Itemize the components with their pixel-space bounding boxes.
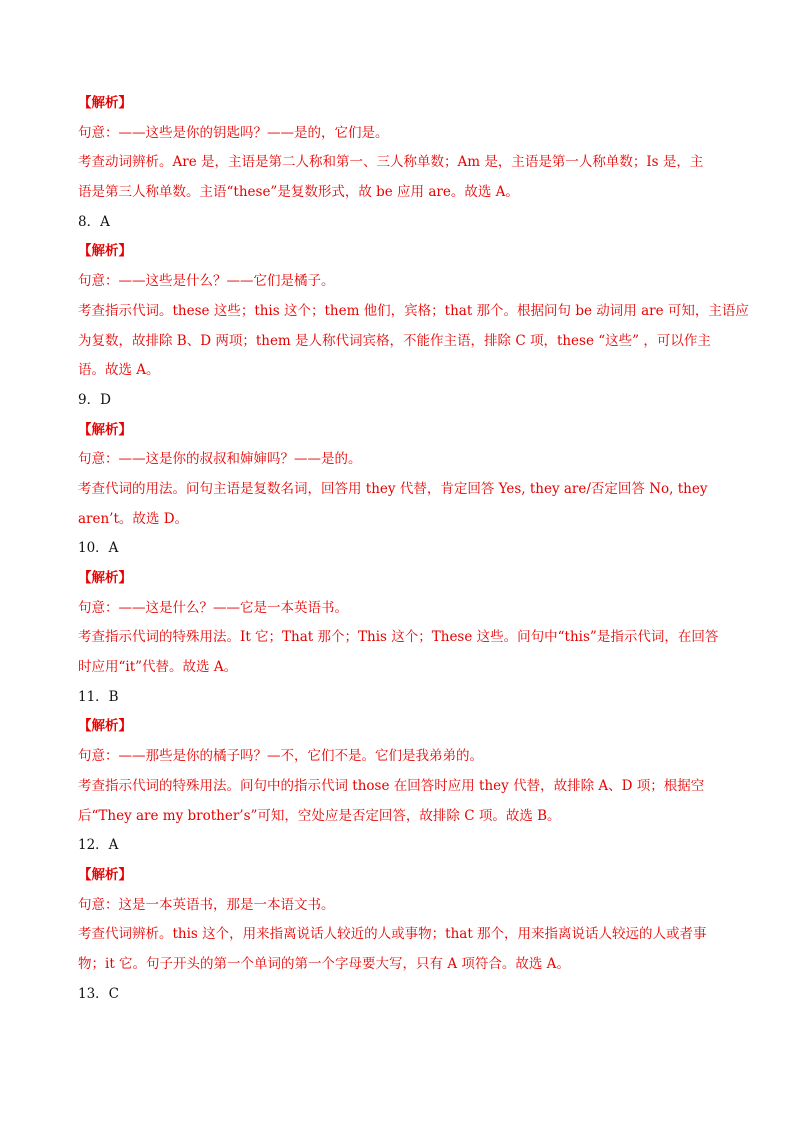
explanation-line: 时应用“it”代替。故选 A。 [78,659,238,676]
sentence-meaning-line: 句意：——这些是你的钥匙吗？——是的，它们是。 [78,124,389,141]
answer-number: 8．A [78,213,110,230]
explanation-line: 物；it 它。句子开头的第一个单词的第一个字母要大写，只有 A 项符合。故选 A。 [78,955,570,972]
analysis-heading: 【解析】 [78,243,132,260]
answer-content [78,94,749,1003]
sentence-meaning-line: 句意：——这是你的叔叔和婶婶吗？——是的。 [78,451,362,468]
answer-number: 12．A [78,837,119,854]
analysis-heading: 【解析】 [78,718,132,735]
explanation-line: 考查指示代词。these 这些；this 这个；them 他们，宾格；that 那个。根据问句 be 动词用 are 可知，主语应 [78,302,749,319]
explanation-line: 语。故选 A。 [78,362,160,379]
explanation-line: aren’t。故选 D。 [78,510,189,527]
sentence-meaning-line: 句意：——这些是什么？——它们是橘子。 [78,273,335,290]
explanation-line: 语是第三人称单数。主语“these”是复数形式，故 be 应用 are。故选 A。 [78,184,519,201]
explanation-line: 后“They are my brother’s”可知，空处应是否定回答，故排除 C 项。故选 B。 [78,807,561,824]
explanation-line: 考查指示代词的特殊用法。问句中的指示代词 those 在回答时应用 they 代替，故排除 A、D 项；根据空 [78,777,705,794]
analysis-heading: 【解析】 [78,570,132,586]
answer-key-page [78,94,749,1014]
analysis-heading: 【解析】 [78,866,132,883]
explanation-line: 考查指示代词的特殊用法。It 它；That 那个；This 这个；These 这些。问句中“this”是指示代词，在回答 [78,629,719,646]
sentence-meaning-line: 句意：——那些是你的橘子吗？—不，它们不是。它们是我弟弟的。 [78,748,483,765]
explanation-line: 为复数，故排除 B、D 两项；them 是人称代词宾格，不能作主语，排除 C 项，these “这些” ，可以作主 [78,332,711,349]
answer-number: 9．D [78,391,111,408]
explanation-line: 考查动词辨析。Are 是，主语是第二人称和第一、三人称单数；Am 是，主语是第一人称单数；Is 是，主 [78,154,704,171]
analysis-heading: 【解析】 [78,95,132,111]
sentence-meaning-line: 句意：——这是什么？——它是一本英语书。 [78,599,348,616]
answer-number: 13．C [78,985,120,1002]
sentence-meaning-line: 句意：这是一本英语书，那是一本语文书。 [78,896,335,913]
explanation-line: 考查代词辨析。this 这个，用来指离说话人较近的人或事物；that 那个，用来指离说话人较远的人或者事 [78,926,707,943]
answer-number: 11．B [78,688,119,705]
answer-number: 10．A [78,540,119,557]
explanation-line: 考查代词的用法。问句主语是复数名词，回答用 they 代替，肯定回答 Yes, they are/否定回答 No, they [78,480,708,497]
analysis-heading: 【解析】 [78,421,132,438]
